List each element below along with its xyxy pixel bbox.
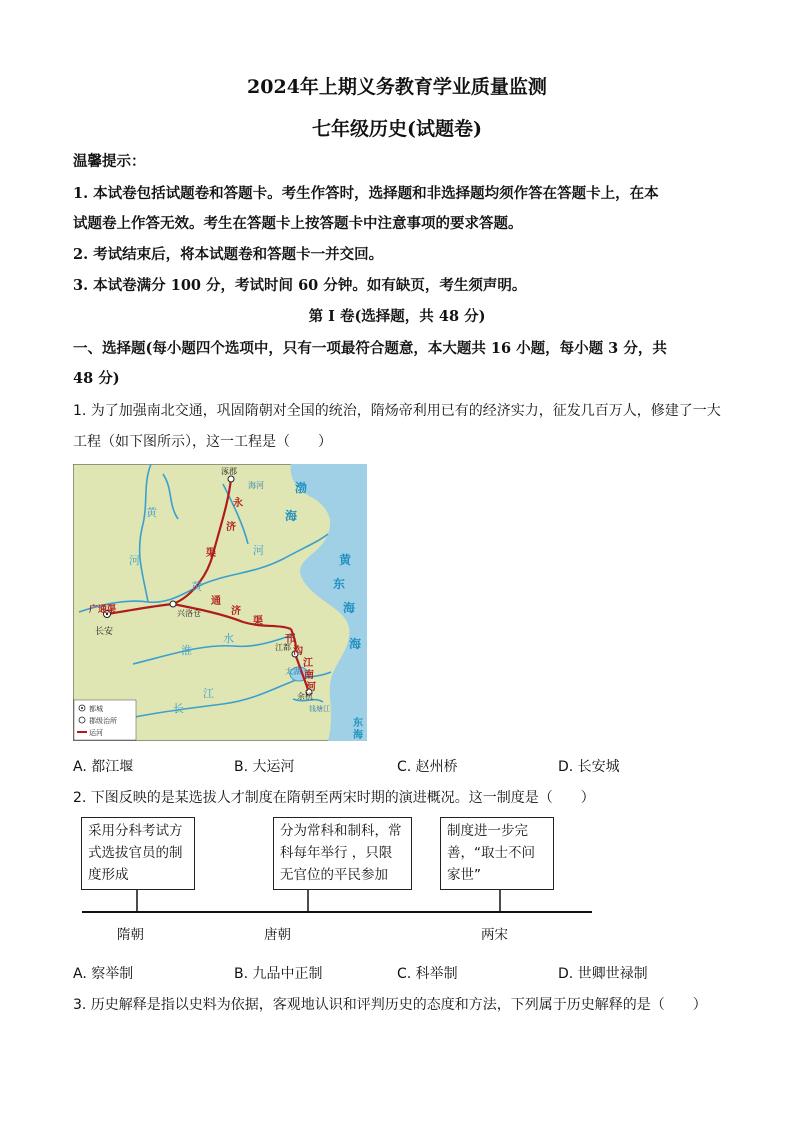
q2-box-tang: 分为常科和制科，常科每年举行 ，只限无官位的平民参加 <box>273 817 412 890</box>
q3-stem: 3. 历史解释是指以史料为依据，客观地认识和评判历史的态度和方法，下列属于历史解释的是（ ） <box>73 997 707 1013</box>
label-shui: 水 <box>223 632 234 645</box>
label-taihu: 太湖 <box>285 667 301 676</box>
notice-item-2: 2. 考试结束后，将本试题卷和答题卡一并交回。 <box>73 246 384 263</box>
city-zhuojun <box>228 476 234 482</box>
q1-stem-line-2: 工程（如下图所示），这一工程是（ ） <box>73 434 332 450</box>
notice-item-1-line-2: 试题卷上作答无效。考生在答题卡上按答题卡中注意事项的要求答题。 <box>73 215 523 232</box>
legend-prefecture: 郡级治所 <box>89 717 117 725</box>
label-ji1: 济 <box>226 522 236 533</box>
label-huang2: 黄 <box>191 580 202 593</box>
label-huanghai-hai: 海 <box>343 601 356 615</box>
q2-option-b[interactable]: B. 九品中正制 <box>234 966 323 982</box>
timeline-label-song: 两宋 <box>481 927 508 943</box>
page-title: 2024年上期义务教育学业质量监测 <box>247 76 547 98</box>
grand-canal-map <box>73 464 367 741</box>
timeline-label-tang: 唐朝 <box>264 927 291 943</box>
label-jiang: 江 <box>303 658 313 669</box>
notice-item-1-line-1: 1. 本试卷包括试题卷和答题卡。考生作答时，选择题和非选择题均须作答在答题卡上，在本 <box>73 185 659 202</box>
label-hai3: 海 <box>353 730 363 741</box>
label-he-left: 河 <box>129 554 140 567</box>
section-instruction-line-1: 一、选择题(每小题四个选项中，只有一项最符合题意，本大题共 16 小题，每小题 3 分，共 <box>73 340 667 357</box>
label-tong: 通 <box>211 596 221 607</box>
q1-option-d[interactable]: D. 长安城 <box>558 759 620 775</box>
q2-timeline <box>80 888 594 918</box>
q2-option-c[interactable]: C. 科举制 <box>397 966 458 982</box>
legend-canal: 运河 <box>89 729 103 737</box>
label-yuhang: 余杭 <box>297 692 313 701</box>
q2-option-d[interactable]: D. 世卿世禄制 <box>558 966 648 982</box>
legend-prefecture-symbol <box>79 717 85 723</box>
q2-stem: 2. 下图反映的是某选拔人才制度在隋朝至两宋时期的演进概况。这一制度是（ ） <box>73 790 595 806</box>
label-zhuojun: 涿郡 <box>221 467 237 476</box>
label-gou: 沟 <box>293 646 303 657</box>
notice-heading: 温馨提示： <box>73 153 146 170</box>
label-qu1: 渠 <box>206 548 216 559</box>
label-dong2: 东 <box>353 718 363 729</box>
q1-option-c[interactable]: C. 赵州桥 <box>397 759 458 775</box>
label-donghai-hai: 海 <box>349 637 362 651</box>
label-haihe: 海河 <box>248 481 264 490</box>
page-subtitle: 七年级历史(试题卷) <box>312 118 482 140</box>
section-title: 第 I 卷(选择题，共 48 分) <box>308 308 486 325</box>
label-bohai-hai: 海 <box>285 509 298 523</box>
label-ji2: 济 <box>231 606 241 617</box>
label-he2: 河 <box>306 682 316 693</box>
label-guangtongqu: 广通渠 <box>89 605 117 615</box>
label-bohai-bo: 渤 <box>295 481 308 495</box>
q2-box-sui: 采用分科考试方式选拔官员的制度形成 <box>81 817 195 890</box>
section-instruction-line-2: 48 分) <box>73 370 120 387</box>
map-legend <box>74 700 136 740</box>
label-huai: 淮 <box>181 644 192 657</box>
label-river-he: 河 <box>253 544 264 557</box>
label-jiang2: 江 <box>203 687 214 700</box>
label-huanghai-huang: 黄 <box>339 553 352 567</box>
notice-item-3: 3. 本试卷满分 100 分，考试时间 60 分钟。如有缺页，考生须声明。 <box>73 277 527 294</box>
label-nan: 南 <box>304 670 314 681</box>
q2-box-song: 制度进一步完善，“取士不问家世” <box>440 817 554 890</box>
q1-stem-line-1: 1. 为了加强南北交通，巩固隋朝对全国的统治，隋炀帝利用已有的经济实力，征发几百万人，修建了一大 <box>73 403 721 419</box>
label-changan: 长安 <box>95 627 114 637</box>
timeline-label-sui: 隋朝 <box>117 927 144 943</box>
label-yong: 永 <box>233 498 243 509</box>
label-qiantangjiang: 钱塘江 <box>309 705 330 713</box>
label-han: 邗 <box>285 634 295 645</box>
label-jiangdu: 江都 <box>275 643 291 652</box>
label-xingluocang: 兴洛仓 <box>177 609 201 618</box>
legend-capital: 都城 <box>89 705 103 713</box>
q2-option-a[interactable]: A. 察举制 <box>73 966 134 982</box>
label-chang: 长 <box>173 702 184 715</box>
q1-option-b[interactable]: B. 大运河 <box>234 759 295 775</box>
city-xingluocang <box>170 601 176 607</box>
label-qu2: 渠 <box>253 616 263 627</box>
label-huanghe-huang: 黄 <box>146 506 157 519</box>
label-donghai-dong: 东 <box>333 577 346 591</box>
q1-option-a[interactable]: A. 都江堰 <box>73 759 134 775</box>
